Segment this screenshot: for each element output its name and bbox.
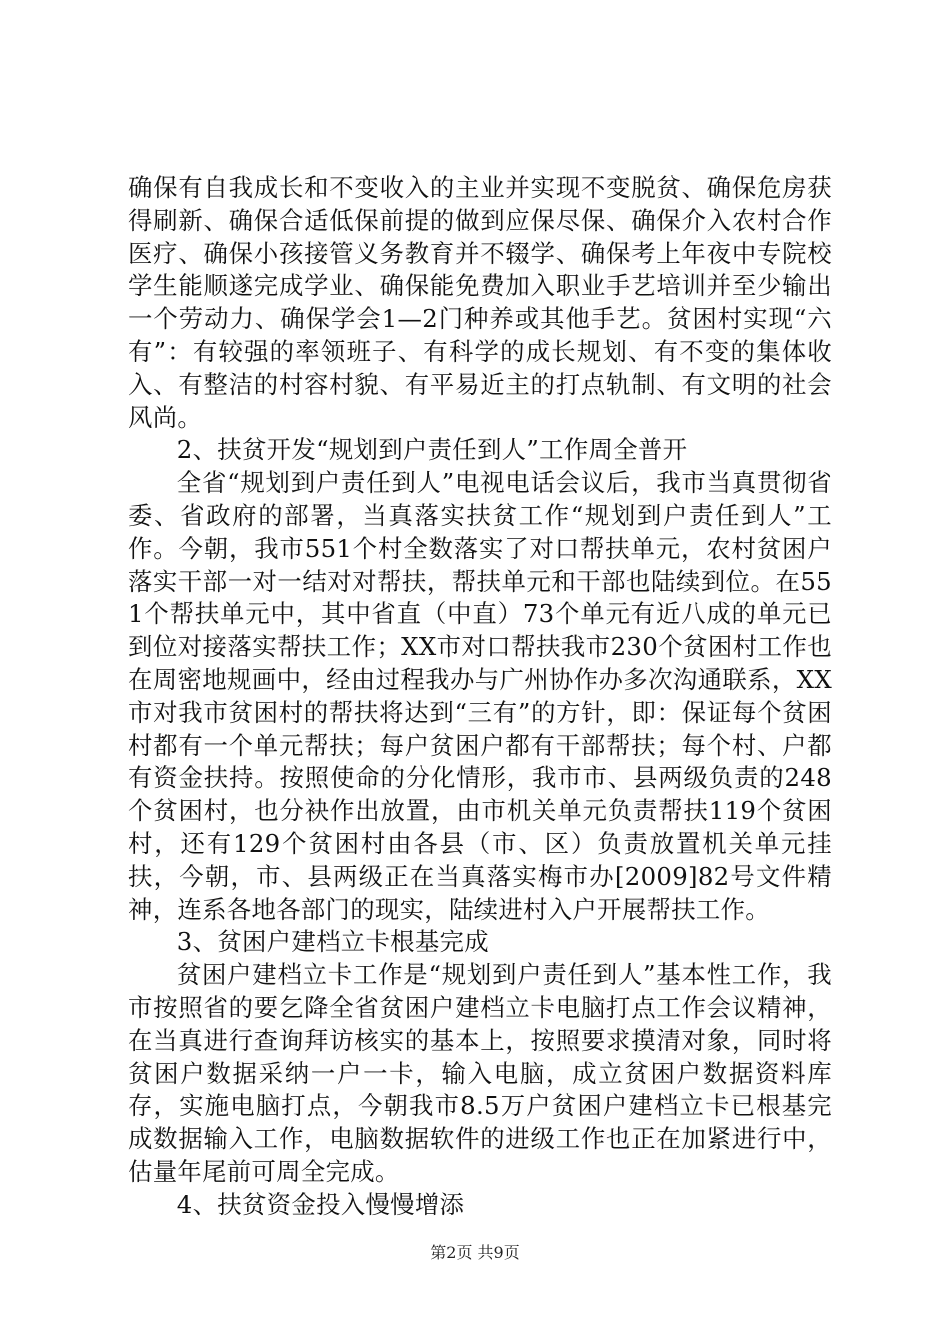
paragraph-section-2: 全省“规划到户责任到人”电视电话会议后，我市当真贯彻省委、省政府的部署，当真落实扶贫工作“规划到户责任到人”工作。今朝，我市551个村全数落实了对口帮扶单元，农村贫困户落实干部一对一结对对帮扶，帮扶单元和干部也陆续到位。在551个帮扶单元中，其中省直（中直）73个单元有近八成的单元已到位对接落实帮扶工作；XX市对口帮扶我市230个贫困村工作也在周密地规画中，经由过程我办与广州协作办多次沟通联系，XX市对我市贫困村的帮扶将达到“三有”的方针，即：保证每个贫困村都有一个单元帮扶；每户贫困户都有干部帮扶；每个村、户都有资金扶持。按照使命的分化情形，我市市、县两级负责的248个贫困村，也分袂作出放置，由市机关单元负责帮扶119个贫困村，还有129个贫困村由各县（市、区）负责放置机关单元挂扶，今朝，市、县两级正在当真落实梅市办[2009]82号文件精神，连系各地各部门的现实，陆续进村入户开展帮扶工作。	[128, 468, 832, 924]
section-heading-3: 3、贫困户建档立卡根基完成	[176, 927, 489, 957]
paragraph-intro: 确保有自我成长和不变收入的主业并实现不变脱贫、确保危房获得刷新、确保合适低保前提的做到应保尽保、确保介入农村合作医疗、确保小孩接管义务教育并不辍学、确保考上年夜中专院校学生能顺遂完成学业、确保能免费加入职业手艺培训并至少输出一个劳动力、确保学会1—2门种养或其他手艺。贫困村实现“六有”：有较强的率领班子、有科学的成长规划、有不变的集体收入、有整洁的村容村貌、有平易近主的打点轨制、有文明的社会风尚。	[128, 173, 832, 432]
section-heading-2: 2、扶贫开发“规划到户责任到人”工作周全普开	[176, 435, 688, 465]
paragraph-section-3: 贫困户建档立卡工作是“规划到户责任到人”基本性工作，我市按照省的要乞降全省贫困户建档立卡电脑打点工作会议精神，在当真进行查询拜访核实的基本上，按照要求摸清对象，同时将贫困户数据采纳一户一卡，输入电脑，成立贫困户数据资料库存，实施电脑打点，今朝我市8.5万户贫困户建档立卡已根基完成数据输入工作，电脑数据软件的进级工作也正在加紧进行中，估量年尾前可周全完成。	[128, 960, 832, 1186]
document-body	[128, 172, 832, 1222]
page-footer	[0, 1243, 950, 1263]
page-number: 第2页 共9页	[430, 1243, 520, 1262]
section-heading-4: 4、扶贫资金投入慢慢增添	[176, 1189, 465, 1219]
